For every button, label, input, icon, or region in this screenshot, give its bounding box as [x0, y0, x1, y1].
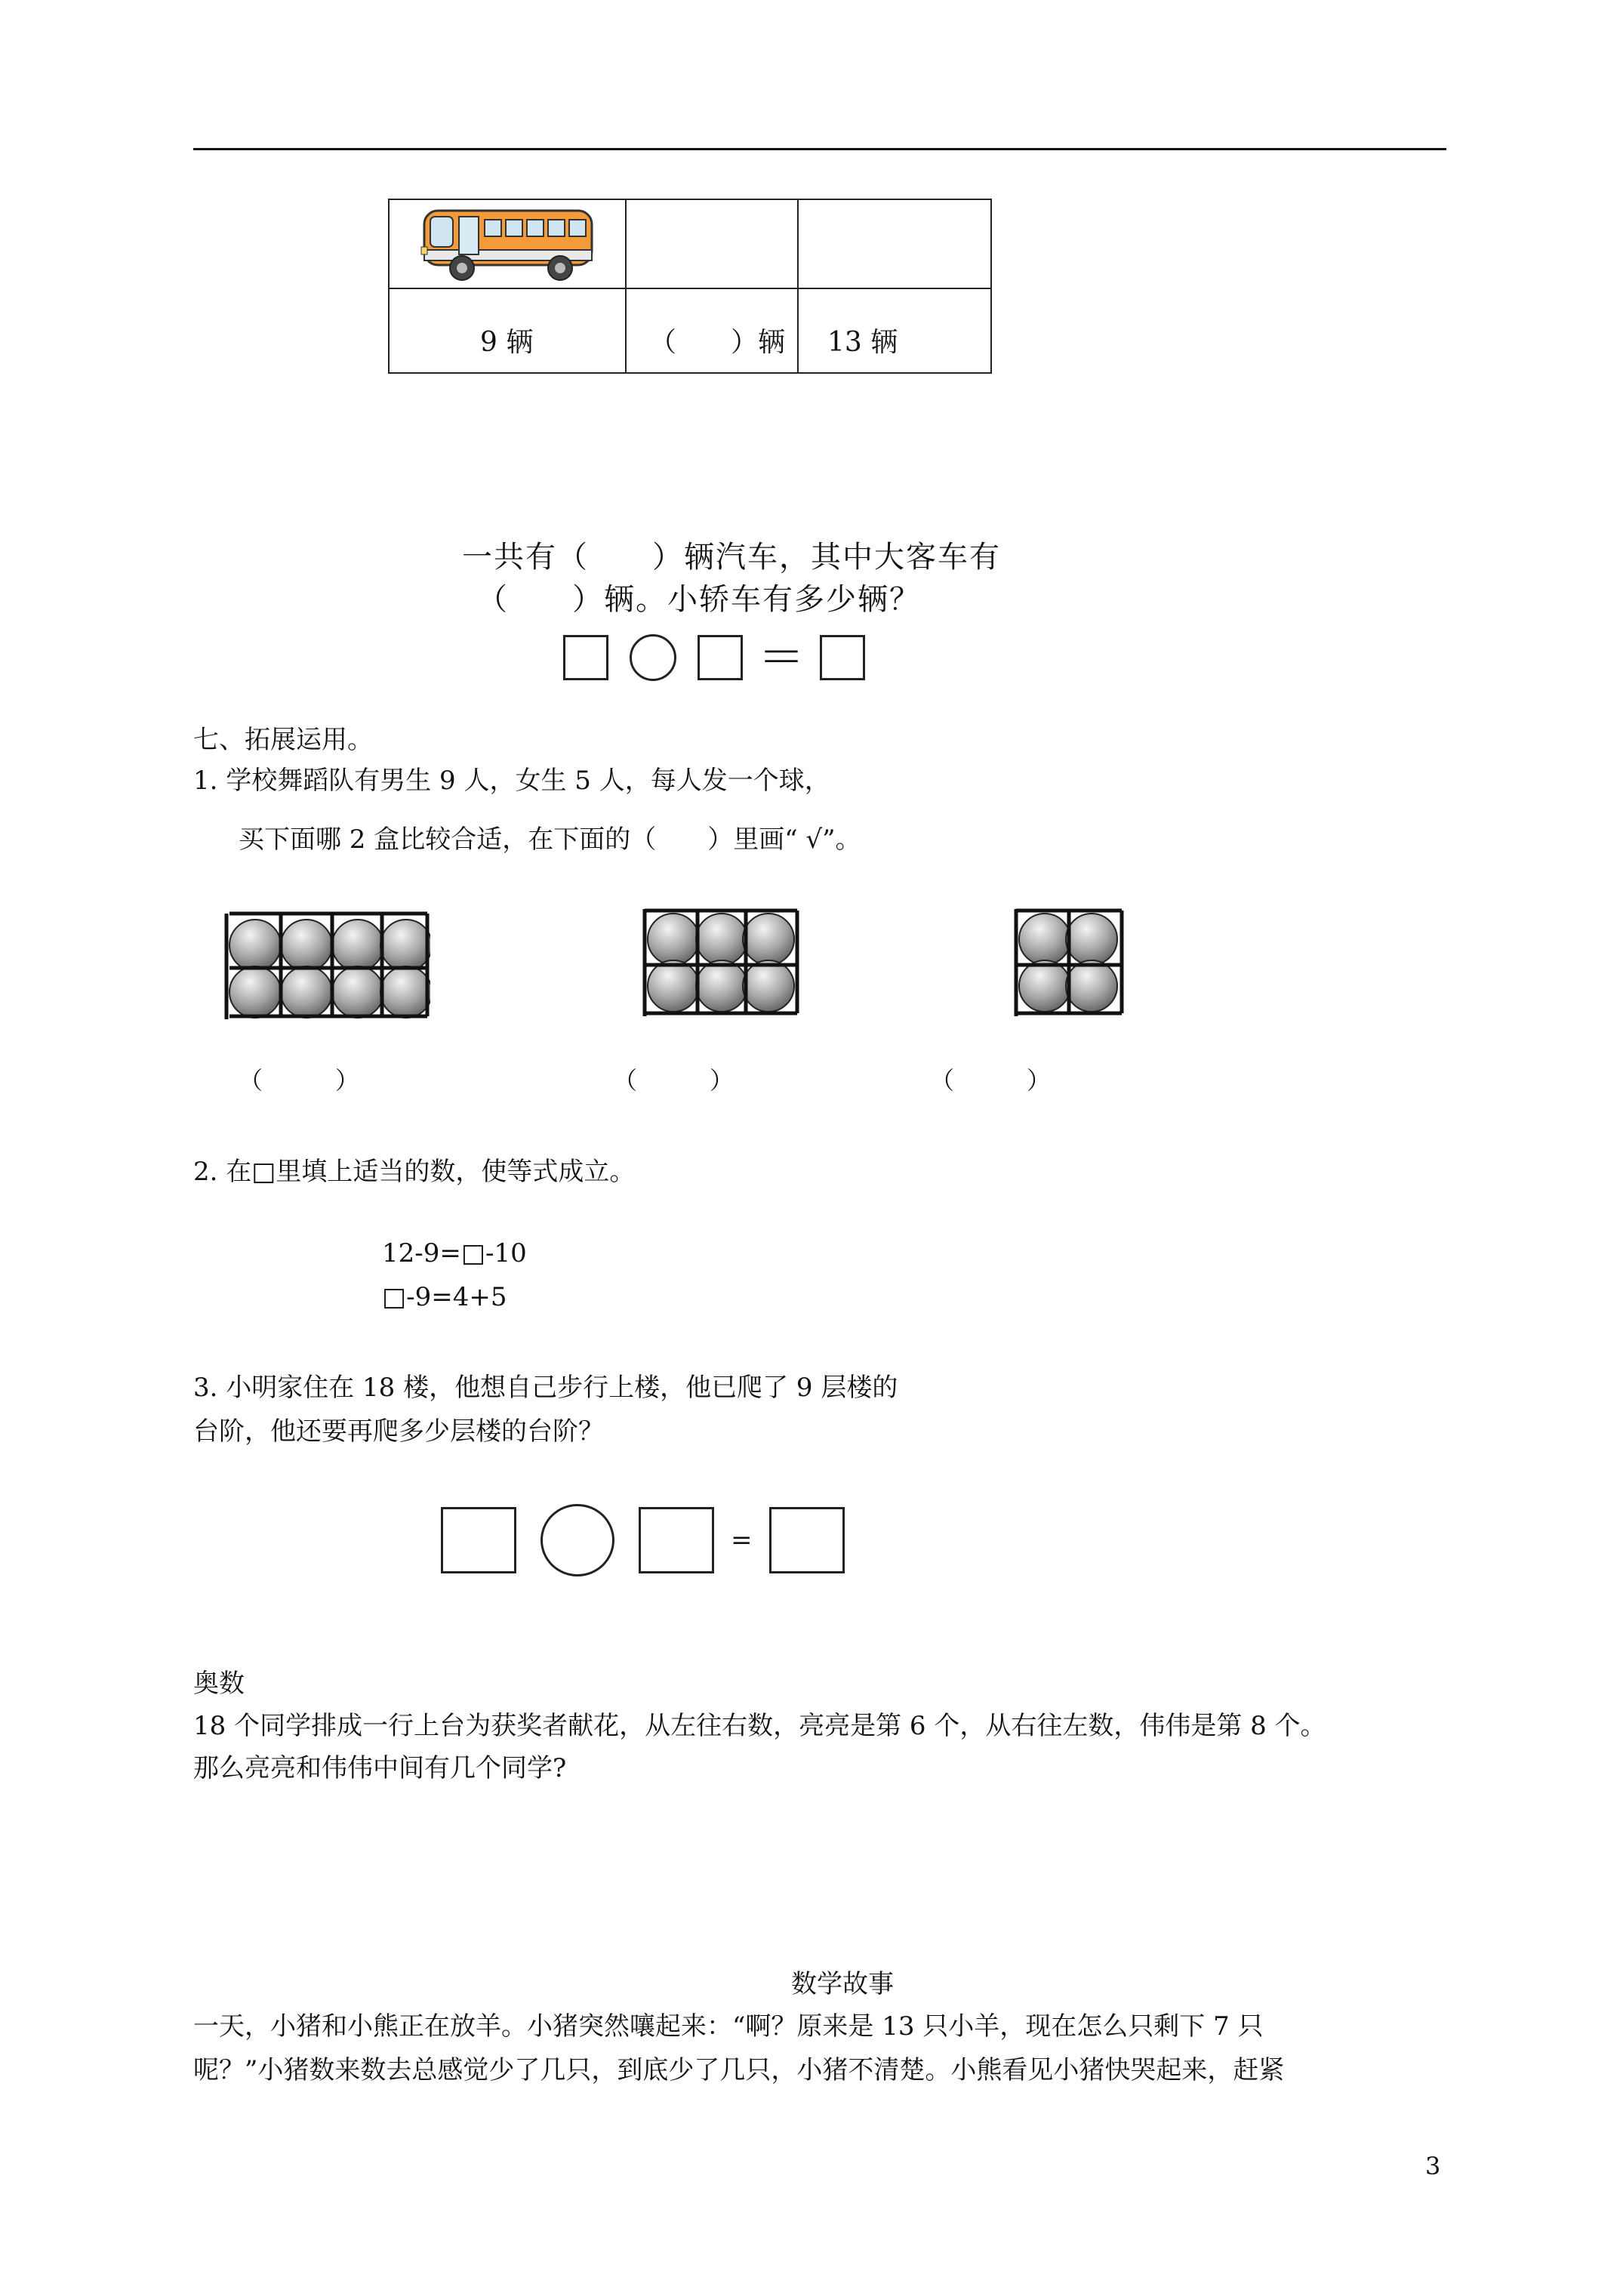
ball	[281, 920, 332, 971]
ball	[1066, 914, 1117, 965]
section7-title: 七、拓展运用。	[193, 725, 373, 755]
header-rule	[193, 148, 1446, 150]
ball-box-6	[640, 906, 802, 1019]
ball	[696, 960, 747, 1012]
olympiad-line1: 18 个同学排成一行上台为获奖者献花，从左往右数，亮亮是第 6 个，从右往左数，伟伟是第 8 个。	[193, 1711, 1326, 1741]
ball	[648, 914, 699, 965]
olympiad-title: 奥数	[193, 1669, 245, 1699]
ball	[743, 960, 794, 1012]
answer-box[interactable]	[820, 635, 865, 680]
q3-line1: 3. 小明家住在 18 楼，他想自己步行上楼，他已爬了 9 层楼的	[193, 1373, 898, 1403]
ball	[281, 966, 332, 1018]
q3-line2: 台阶，他还要再爬多少层楼的台阶？	[193, 1416, 604, 1447]
answer-box[interactable]	[698, 635, 743, 680]
cars-problem-line1: 一共有（ ）辆汽车，其中大客车有	[462, 540, 1001, 575]
q3-equation	[441, 1504, 845, 1576]
cars-equation	[563, 630, 865, 685]
ball	[332, 920, 383, 971]
page-number: 3	[1425, 2152, 1441, 2180]
operator-circle[interactable]	[630, 634, 676, 681]
ball	[229, 966, 281, 1018]
answer-box[interactable]	[563, 635, 608, 680]
ball	[648, 960, 699, 1012]
ball-box-8	[219, 906, 430, 1024]
ball-box-4	[1012, 906, 1126, 1019]
ball	[380, 966, 430, 1018]
olympiad-line2: 那么亮亮和伟伟中间有几个同学?	[193, 1753, 567, 1783]
answer-box[interactable]	[639, 1507, 714, 1573]
bus-icon	[420, 203, 598, 285]
ball	[229, 920, 281, 971]
table-divider	[390, 288, 990, 289]
answer-box[interactable]	[769, 1507, 845, 1573]
ball	[380, 920, 430, 971]
story-line1: 一天，小猪和小熊正在放羊。小猪突然嚷起来：“啊？原来是 13 只小羊，现在怎么只剩下 7 只	[193, 2011, 1264, 2042]
car-count-blank: （ ）辆	[649, 327, 786, 358]
ball	[1019, 914, 1070, 965]
ball	[332, 966, 383, 1018]
table-divider	[625, 200, 627, 372]
ball	[1066, 960, 1117, 1012]
answer-box[interactable]	[441, 1507, 516, 1573]
ball	[696, 914, 747, 965]
vehicle-table	[388, 199, 992, 374]
ball	[743, 914, 794, 965]
cars-problem-line2: （ ）辆。小轿车有多少辆？	[477, 582, 921, 617]
answer-paren-3[interactable]: （ ）	[930, 1066, 1052, 1095]
q2-equation-1: 12-9=□-10	[382, 1238, 527, 1268]
q2-prompt: 2. 在□里填上适当的数，使等式成立。	[193, 1157, 636, 1187]
q1-line2: 买下面哪 2 盒比较合适，在下面的（ ）里画“ √”。	[239, 824, 861, 855]
bus-count: 9 辆	[480, 327, 534, 358]
q2-equation-2: □-9=4+5	[382, 1282, 507, 1312]
ball	[1019, 960, 1070, 1012]
table-divider	[797, 200, 799, 372]
operator-circle[interactable]	[540, 1504, 614, 1576]
story-title: 数学故事	[791, 1969, 894, 1999]
story-line2: 呢？”小猪数来数去总感觉少了几只，到底少了几只，小猪不清楚。小熊看见小猪快哭起来，赶紧	[193, 2055, 1285, 2085]
equals-sign: =	[731, 1525, 753, 1555]
answer-paren-2[interactable]: （ ）	[613, 1066, 735, 1095]
answer-paren-1[interactable]: （ ）	[239, 1066, 360, 1095]
equals-sign: ＝	[758, 630, 805, 685]
q1-line1: 1. 学校舞蹈队有男生 9 人，女生 5 人，每人发一个球，	[193, 766, 830, 796]
total-count: 13 辆	[827, 327, 898, 358]
